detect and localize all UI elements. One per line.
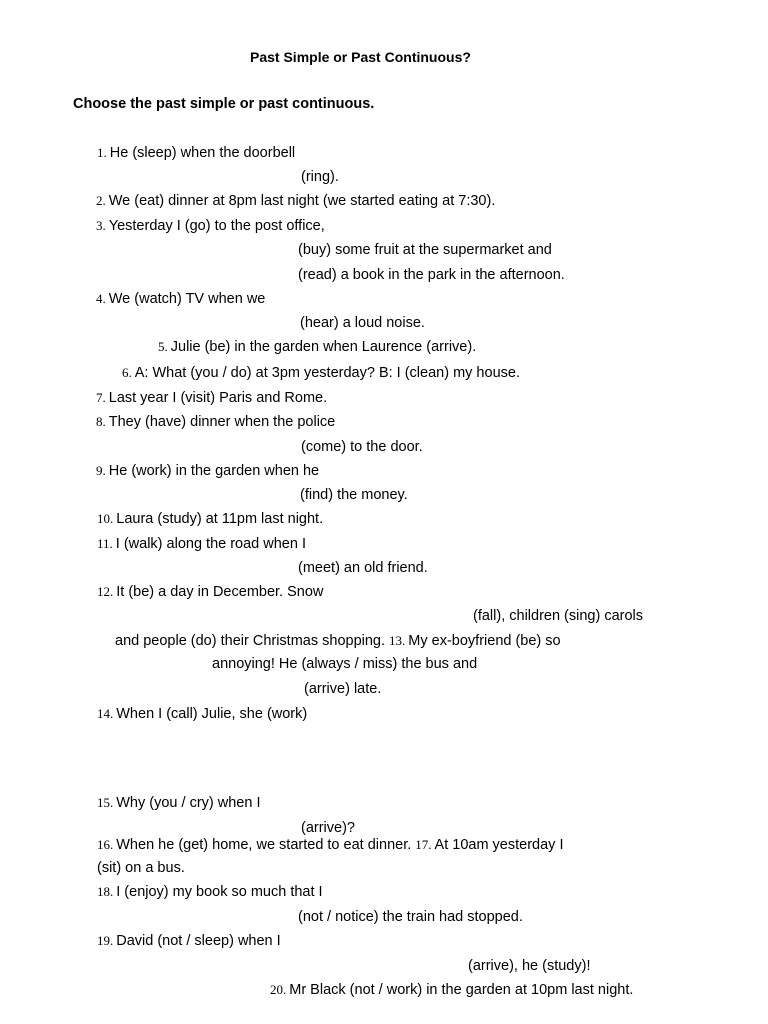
item-number: 16. xyxy=(97,837,114,852)
exercise-line xyxy=(473,607,643,625)
item-number: 6. xyxy=(122,365,132,380)
item-text: We (eat) dinner at 8pm last night (we started eating at 7:30). xyxy=(108,193,496,209)
item-text: Yesterday I (go) to the post office, xyxy=(108,218,325,234)
item-text: My ex-boyfriend (be) so xyxy=(408,633,561,649)
item-text: (meet) an old friend. xyxy=(298,560,428,576)
item-number: 11. xyxy=(97,536,113,551)
item-text: (arrive) late. xyxy=(304,681,382,697)
exercise-line xyxy=(212,655,477,673)
item-text: It (be) a day in December. Snow xyxy=(116,584,324,600)
exercise-line xyxy=(97,144,295,162)
exercise-line xyxy=(97,883,323,901)
item-text: (come) to the door. xyxy=(301,439,423,455)
exercise-line xyxy=(301,438,423,456)
item-text: A: What (you / do) at 3pm yesterday? B: I (clean) my house. xyxy=(134,365,520,381)
item-number: 2. xyxy=(96,193,106,208)
exercise-line xyxy=(158,338,476,356)
item-number: 4. xyxy=(96,291,106,306)
exercise-line xyxy=(96,192,495,210)
exercise-line xyxy=(115,632,561,650)
exercise-line xyxy=(301,819,355,837)
item-number: 12. xyxy=(97,584,114,599)
exercise-line xyxy=(97,836,563,854)
exercise-line xyxy=(298,559,428,577)
item-text: We (watch) TV when we xyxy=(108,291,266,307)
exercise-line xyxy=(298,241,552,259)
item-text: (sit) on a bus. xyxy=(97,860,185,876)
item-number: 17. xyxy=(415,837,432,852)
item-text: (fall), children (sing) carols xyxy=(473,608,644,624)
item-number: 18. xyxy=(97,884,114,899)
exercise-line xyxy=(97,705,307,723)
item-text: (read) a book in the park in the afternoon. xyxy=(298,267,565,283)
exercise-line xyxy=(298,908,523,926)
item-number: 13. xyxy=(389,633,406,648)
exercise-line xyxy=(96,217,325,235)
item-text: (not / notice) the train had stopped. xyxy=(298,909,523,925)
item-text: (ring). xyxy=(301,169,339,185)
item-text: (hear) a loud noise. xyxy=(300,315,425,331)
exercise-line xyxy=(122,364,520,382)
item-text: He (sleep) when the doorbell xyxy=(109,145,296,161)
item-number: 1. xyxy=(97,145,107,160)
item-number: 3. xyxy=(96,218,106,233)
exercise-line xyxy=(97,510,323,528)
item-number: 19. xyxy=(97,933,114,948)
exercise-line xyxy=(97,932,281,950)
item-number: 5. xyxy=(158,339,168,354)
exercise-line xyxy=(300,314,425,332)
item-text: (arrive), he (study)! xyxy=(468,958,591,974)
item-number: 7. xyxy=(96,390,106,405)
item-text: When he (get) home, we started to eat dinner. xyxy=(116,837,412,853)
item-text: I (enjoy) my book so much that I xyxy=(116,884,323,900)
item-text: (arrive)? xyxy=(301,820,355,836)
item-number: 14. xyxy=(97,706,114,721)
item-text: (find) the money. xyxy=(300,487,408,503)
item-text: Why (you / cry) when I xyxy=(116,795,261,811)
page-title: Past Simple or Past Continuous? xyxy=(250,49,471,65)
exercise-line xyxy=(96,389,327,407)
exercise-line xyxy=(97,535,306,553)
exercise-line xyxy=(96,290,265,308)
exercise-line xyxy=(96,462,319,480)
item-text: annoying! He (always / miss) the bus and xyxy=(212,656,478,672)
exercise-line xyxy=(304,680,381,698)
item-text: When I (call) Julie, she (work) xyxy=(116,706,308,722)
exercise-line xyxy=(300,486,408,504)
item-text: Julie (be) in the garden when Laurence (arrive). xyxy=(170,339,477,355)
exercise-line xyxy=(97,794,260,812)
item-text: Mr Black (not / work) in the garden at 10pm last night. xyxy=(289,982,634,998)
item-text: At 10am yesterday I xyxy=(434,837,564,853)
item-number: 20. xyxy=(270,982,287,997)
item-text: They (have) dinner when the police xyxy=(108,414,336,430)
exercise-line xyxy=(96,413,335,431)
item-text: (buy) some fruit at the supermarket and xyxy=(298,242,552,258)
item-text: I (walk) along the road when I xyxy=(115,536,306,552)
item-text: Laura (study) at 11pm last night. xyxy=(116,511,324,527)
exercise-line xyxy=(270,981,633,999)
item-number: 15. xyxy=(97,795,114,810)
exercise-line xyxy=(468,957,590,975)
exercise-line xyxy=(301,168,339,186)
exercise-line xyxy=(97,583,323,601)
item-text: Last year I (visit) Paris and Rome. xyxy=(108,390,328,406)
exercise-line xyxy=(298,266,565,284)
item-number: 9. xyxy=(96,463,106,478)
item-number: 8. xyxy=(96,414,106,429)
item-number: 10. xyxy=(97,511,114,526)
exercise-line xyxy=(97,859,185,877)
instruction: Choose the past simple or past continuous. xyxy=(73,96,375,112)
item-text: He (work) in the garden when he xyxy=(108,463,320,479)
item-text: David (not / sleep) when I xyxy=(116,933,281,949)
item-text: and people (do) their Christmas shopping. xyxy=(115,633,386,649)
